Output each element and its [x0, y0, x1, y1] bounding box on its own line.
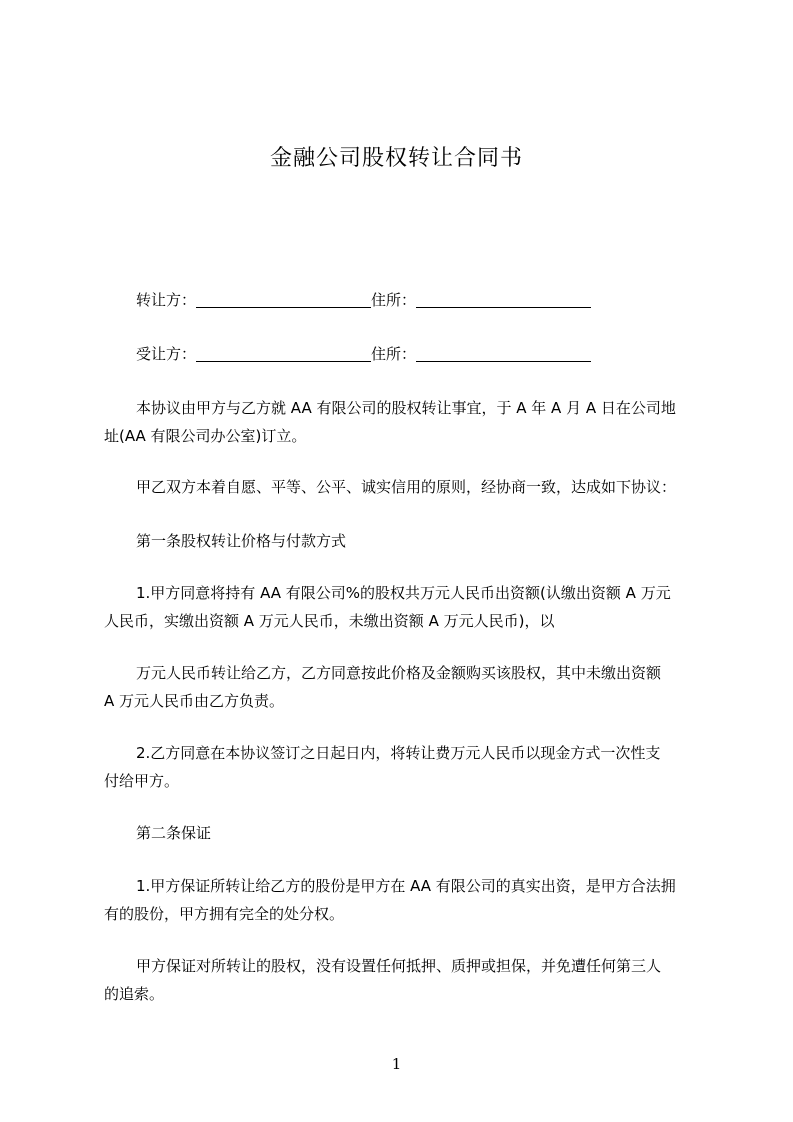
a1-p1-line-2: 人民币，实缴出资额 A 万元人民币，未缴出资额 A 万元人民币)，以	[104, 612, 555, 630]
a1-p1b-line-2: A 万元人民币由乙方负责。	[104, 692, 285, 710]
a1-p2-line-1: 2.乙方同意在本协议签订之日起日内，将转让费万元人民币以现金方式一次性支	[136, 744, 661, 762]
transferee-address-blank	[416, 345, 591, 362]
transferee-label: 受让方：	[136, 345, 197, 363]
page-title: 金融公司股权转让合同书	[269, 146, 523, 171]
a2-p2-line-2: 的追索。	[104, 985, 165, 1003]
transferor-address-blank	[416, 291, 591, 308]
transferee-line	[104, 339, 736, 370]
transferor-line	[104, 285, 736, 316]
intro-line-1: 本协议由甲方与乙方就 AA 有限公司的股权转让事宜，于 A 年 A 月 A 日在公司地	[136, 399, 676, 417]
a1-p1-line-1: 1.甲方同意将持有 AA 有限公司%的股权共万元人民币出资额(认缴出资额 A 万元	[136, 584, 671, 602]
a2-p1-line-1: 1.甲方保证所转让给乙方的股份是甲方在 AA 有限公司的真实出资，是甲方合法拥	[136, 877, 676, 895]
a2-p2-line-1: 甲方保证对所转让的股权，没有设置任何抵押、质押或担保，并免遭任何第三人	[136, 957, 662, 975]
transferor-label: 转让方：	[136, 291, 197, 309]
transferee-blank	[196, 345, 371, 362]
a2-p1-line-2: 有的股份，甲方拥有完全的处分权。	[104, 905, 345, 923]
principle-paragraph: 甲乙双方本着自愿、平等、公平、诚实信用的原则，经协商一致，达成如下协议：	[136, 478, 677, 496]
article2-heading: 第二条保证	[136, 824, 212, 842]
page-number: 1	[391, 1055, 402, 1073]
transferor-address-label: 住所：	[371, 291, 417, 309]
transferor-blank	[196, 291, 371, 308]
article1-heading: 第一条股权转让价格与付款方式	[136, 532, 347, 550]
intro-line-2: 址(AA 有限公司办公室)订立。	[104, 427, 307, 445]
a1-p1b-line-1: 万元人民币转让给乙方，乙方同意按此价格及金额购买该股权，其中未缴出资额	[136, 664, 662, 682]
a1-p2-line-2: 付给甲方。	[104, 772, 180, 790]
transferee-address-label: 住所：	[371, 345, 417, 363]
